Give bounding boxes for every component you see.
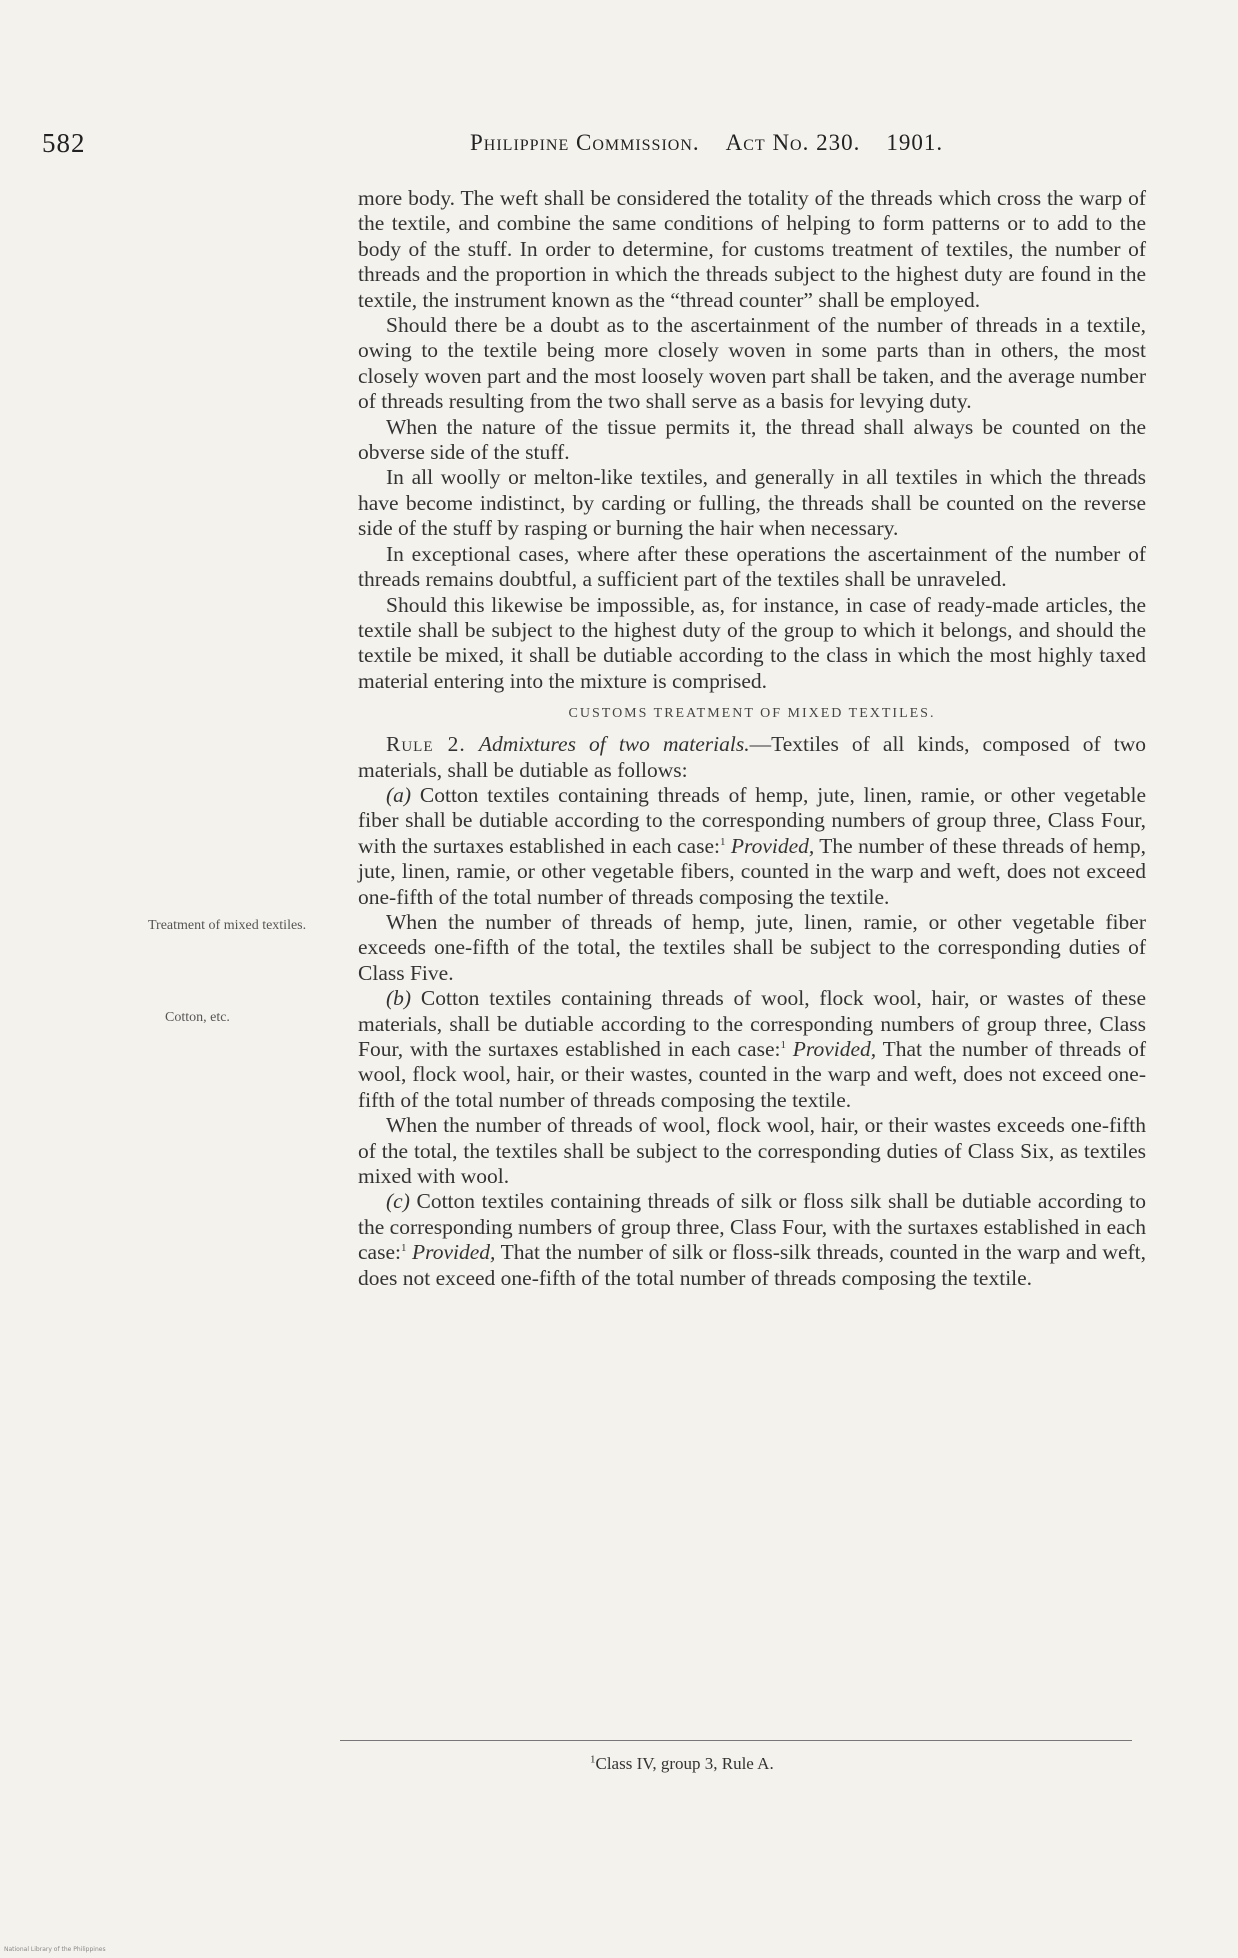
paragraph-clause-a-exceeds: When the number of threads of hemp, jute, linen, ramie, or other vegetable fiber exceeds one-fifth of the total, the textiles shall be subject to the corresponding duties of Class Five.	[358, 909, 1146, 985]
paragraph-weft: more body. The weft shall be considered the totality of the threads which cross the warp of the textile, and combine the same conditions of helping to form patterns or to add to the body of the stuff. In order to determine, for customs treatment of textiles, the number of threads and the proportion in which the threads subject to the highest duty are found in the textile, the instrument known as the “thread counter” shall be employed.	[358, 186, 1146, 312]
running-head	[470, 130, 943, 156]
footnote-ref: 1	[400, 1242, 407, 1255]
footnote	[590, 1754, 774, 1774]
clause-b-text: Cotton textiles containing threads of wool, flock wool, hair, or wastes of these materials, shall be dutiable according to the corresponding numbers of group three, Class Four, with the surtaxes established in each case:	[358, 986, 1146, 1061]
margin-note-cotton: Cotton, etc.	[165, 1010, 230, 1025]
clause-c-text: Cotton textiles containing threads of silk or floss silk shall be dutiable according to the corresponding numbers of group three, Class Four, with the surtaxes established in each case:	[358, 1189, 1146, 1265]
rule-title: Admixtures of two materials.	[478, 732, 750, 757]
running-head-title: Philippine Commission.	[470, 130, 700, 155]
clause-a-text: Cotton textiles containing threads of hemp, jute, linen, ramie, or other vegetable fiber shall be dutiable according to the corresponding numbers of group three, Class Four, with the surtaxes established in each case:	[358, 782, 1146, 858]
paragraph-clause-c	[358, 1189, 1146, 1291]
clause-b-proviso: That the number of threads of wool, flock wool, hair, or their wastes, counted in the warp and weft, does not exceed one-fifth of the total number of threads composing the textile.	[358, 1037, 1147, 1112]
paragraph-clause-b	[358, 986, 1146, 1113]
section-heading: CUSTOMS TREATMENT OF MIXED TEXTILES.	[568, 706, 936, 722]
clause-a-mark: (a)	[386, 782, 412, 807]
body-text	[358, 186, 1146, 1291]
running-head-act: Act No. 230.	[725, 130, 861, 155]
paragraph-exceptional: In exceptional cases, where after these operations the ascertainment of the number of threads remains doubtful, a sufficient part of the textiles shall be unraveled.	[358, 541, 1146, 592]
paragraph-rule-2	[358, 732, 1146, 783]
paragraph-impossible: Should this likewise be impossible, as, for instance, in case of ready-made articles, the textile shall be subject to the highest duty of the group to which it belongs, and should the textile be mixed, it shall be dutiable according to the class in which the most highly taxed material entering into the mixture is comprised.	[358, 592, 1146, 693]
provided: Provided,	[792, 1037, 877, 1061]
page-number: 582	[42, 128, 86, 158]
clause-b-mark: (b)	[386, 986, 412, 1011]
provided: Provided,	[412, 1240, 496, 1265]
margin-note-mixed-textiles: Treatment of mixed textiles.	[148, 918, 307, 933]
rule-text: —Textiles of all kinds, composed of two materials, shall be dutiable as follows:	[358, 732, 1147, 782]
footnote-marker: 1	[590, 1753, 596, 1766]
clause-c-proviso: That the number of silk or floss-silk threads, counted in the warp and weft, does not exceed one-fifth of the total number of threads composing the textile.	[358, 1240, 1146, 1290]
running-head-year: 1901.	[886, 130, 944, 155]
paragraph-clause-b-exceeds: When the number of threads of wool, flock wool, hair, or their wastes exceeds one-fifth of the total, the textiles shall be subject to the corresponding duties of Class Six, as textiles mixed with wool.	[358, 1113, 1146, 1189]
clause-c-mark: (c)	[386, 1189, 410, 1214]
footnote-ref: 1	[719, 835, 726, 848]
clause-a-proviso: The number of these threads of hemp, jute, linen, ramie, or other vegetable fibers, counted in the warp and weft, does not exceed one-fifth of the total number of threads composing the textile.	[358, 833, 1147, 909]
footnote-ref: 1	[780, 1038, 786, 1051]
paragraph-woolly: In all woolly or melton-like textiles, and generally in all textiles in which the threads have become indistinct, by carding or fulling, the threads shall be counted on the reverse side of the stuff by rasping or burning the hair when necessary.	[358, 465, 1146, 541]
footnote-text: Class IV, group 3, Rule A.	[595, 1754, 774, 1773]
provided: Provided,	[730, 833, 815, 858]
paragraph-clause-a	[358, 783, 1146, 910]
rule-label: Rule 2.	[386, 732, 466, 757]
paragraph-obverse: When the nature of the tissue permits it, the thread shall always be counted on the obverse side of the stuff.	[358, 414, 1146, 465]
footnote-divider	[340, 1740, 1132, 1741]
scan-mark: National Library of the Philippines	[4, 1946, 106, 1953]
paragraph-doubt: Should there be a doubt as to the ascertainment of the number of threads in a textile, owing to the textile being more closely woven in some parts than in others, the most closely woven part and the most loosely woven part shall be taken, and the average number of threads resulting from the two shall serve as a basis for levying duty.	[358, 313, 1146, 414]
